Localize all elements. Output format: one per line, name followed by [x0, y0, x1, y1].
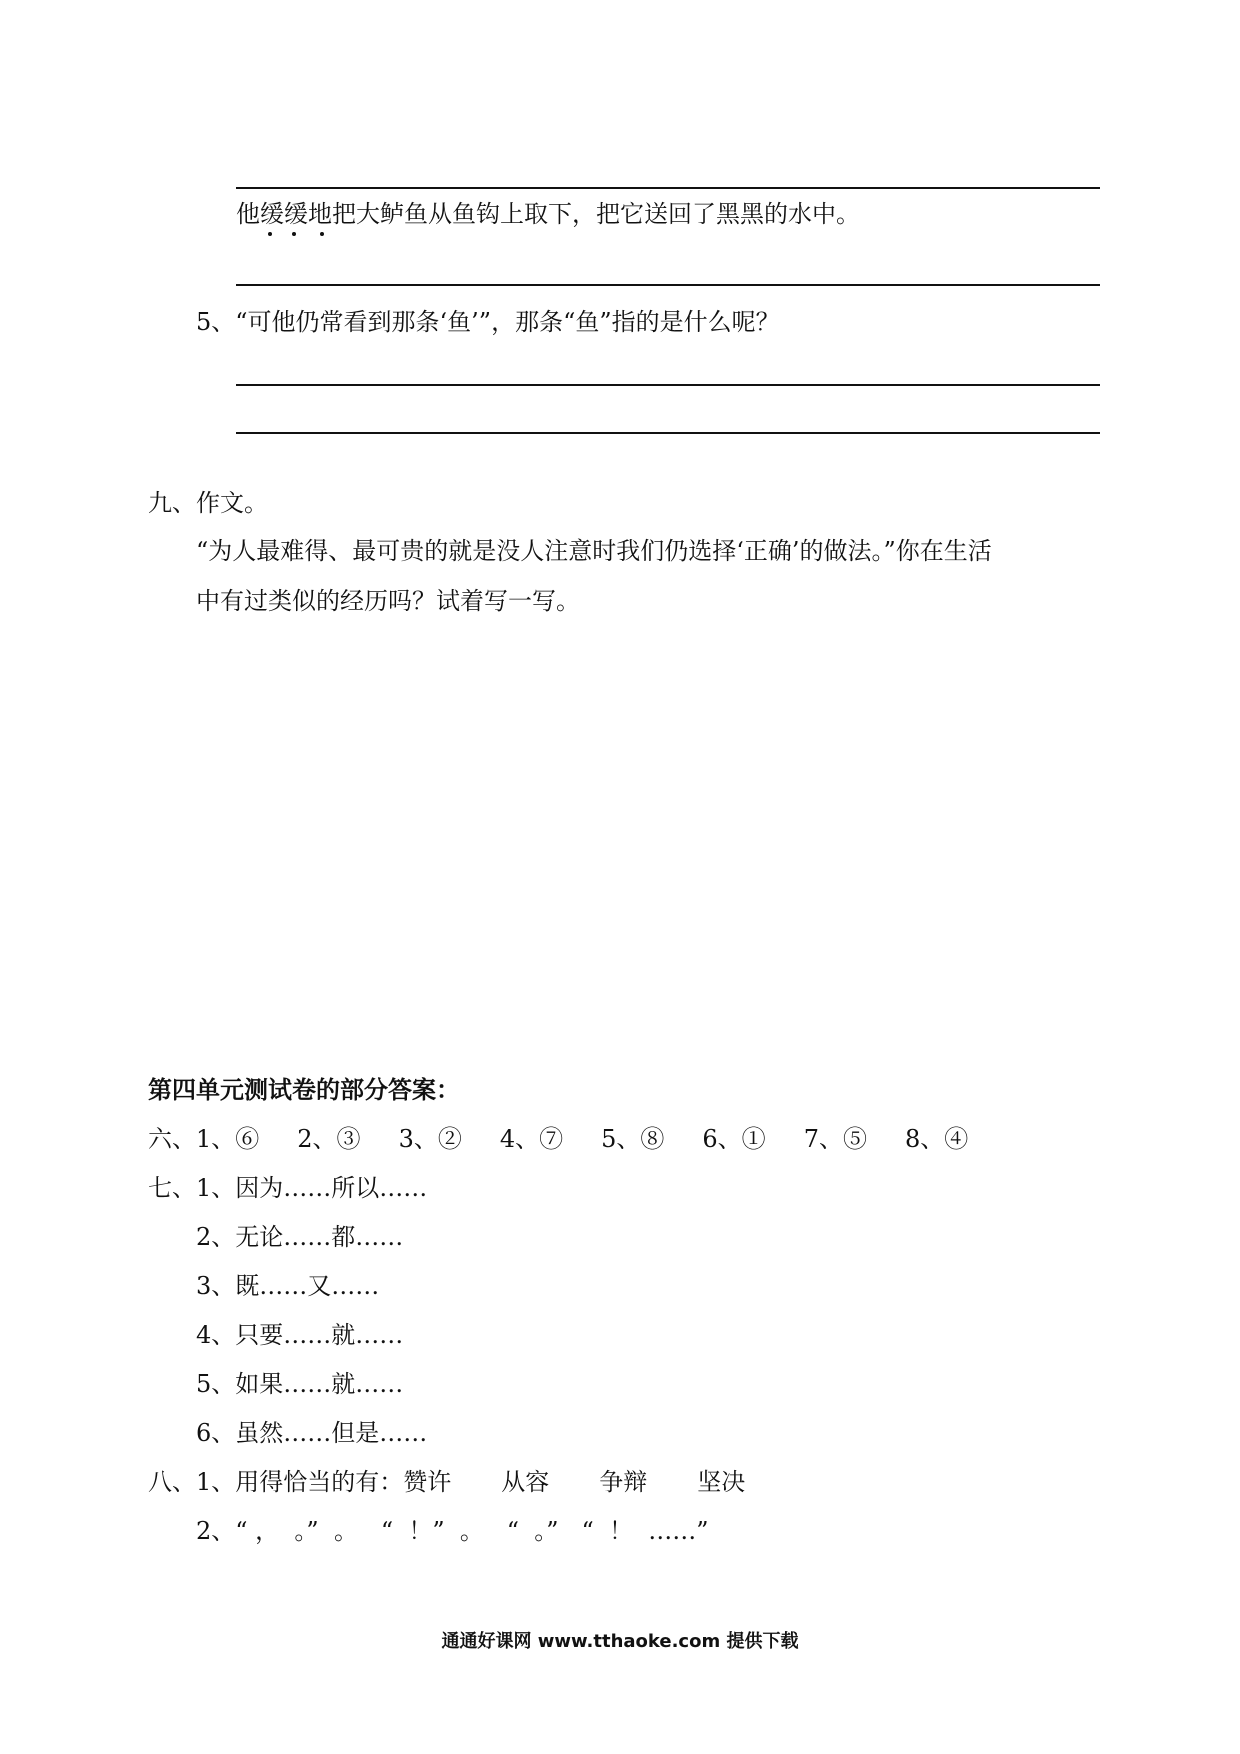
answers-eight-word: 坚决 [697, 1468, 746, 1496]
answers-seven-prefix: 七、 [148, 1174, 196, 1202]
essay-prompt-line-2: 中有过类似的经历吗？试着写一写。 [196, 587, 580, 615]
answers-six-item: 3、② [398, 1125, 462, 1153]
answers-eight-1 [148, 1467, 795, 1497]
answers-six-item: 4、⑦ [499, 1125, 564, 1153]
answers-seven-5: 5、如果……就…… [196, 1370, 404, 1398]
emphasis-dots [268, 232, 332, 240]
answers-title: 第四单元测试卷的部分答案： [148, 1076, 460, 1104]
answers-seven-item: 1、因为……所以…… [196, 1174, 428, 1202]
answers-eight-2: 2、“ ， 。” 。 “ ！” 。 “ 。” “ ！ ……” [196, 1517, 709, 1545]
answers-seven-4: 4、只要……就…… [196, 1321, 404, 1349]
answers-eight-word: 从容 [501, 1468, 550, 1496]
answers-six-item: 8、④ [904, 1125, 969, 1153]
reading-sentence: 他缓缓地把大鲈鱼从鱼钩上取下，把它送回了黑黑的水中。 [236, 200, 860, 228]
answers-seven-1 [148, 1173, 427, 1203]
answers-six-item: 6、① [702, 1125, 766, 1153]
answers-six-item: 7、⑤ [803, 1125, 867, 1153]
answers-six [148, 1124, 968, 1154]
answer-line-1 [236, 187, 1100, 189]
answer-line-4 [236, 432, 1100, 434]
answers-seven-2: 2、无论……都…… [196, 1223, 404, 1251]
answers-eight-label: 1、用得恰当的有： [196, 1468, 404, 1496]
answers-six-item: 2、③ [297, 1125, 361, 1153]
question-5: 5、“可他仍常看到那条‘鱼’”，那条“鱼”指的是什么呢？ [196, 308, 780, 336]
answer-line-3 [236, 384, 1100, 386]
answers-eight-word: 赞许 [403, 1468, 452, 1496]
answers-six-item: 5、⑧ [601, 1125, 665, 1153]
answers-eight-prefix: 八、 [148, 1468, 196, 1496]
footer-credit: 通通好课网 www.tthaoke.com 提供下载 [441, 1631, 799, 1652]
answers-eight-word: 争辩 [599, 1468, 648, 1496]
answers-six-item: 1、⑥ [196, 1125, 260, 1153]
answers-seven-3: 3、既……又…… [196, 1272, 380, 1300]
answers-six-prefix: 六、 [148, 1125, 196, 1153]
answer-line-2 [236, 284, 1100, 286]
essay-prompt-line-1: “为人最难得、最可贵的就是没人注意时我们仍选择‘正确’的做法。”你在生活 [196, 537, 992, 565]
essay-heading: 九、作文。 [148, 489, 268, 517]
answers-seven-6: 6、虽然……但是…… [196, 1419, 428, 1447]
